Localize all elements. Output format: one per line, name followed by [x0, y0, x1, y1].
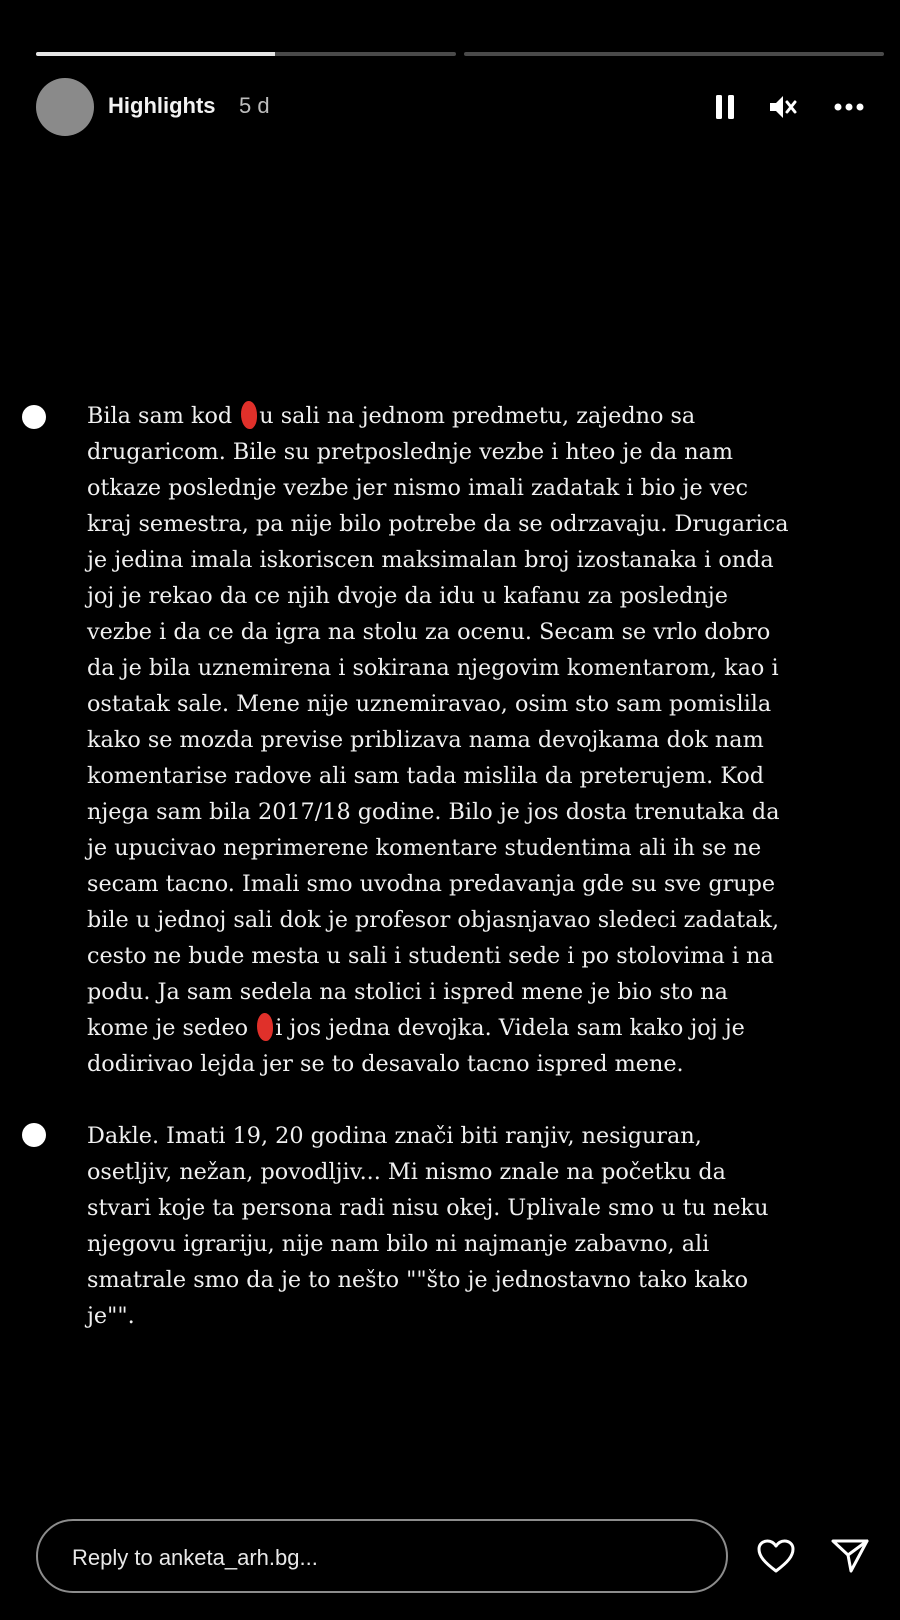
text-line: dodirivao lejda jer se to desavalo tacno ispred mene.: [87, 1051, 684, 1077]
progress-segment-1: [36, 52, 456, 56]
text-line: otkaze poslednje vezbe jer nismo imali zadatak i bio je vec: [87, 475, 749, 501]
text-line: kako se mozda previse priblizava nama devojkama dok nam: [87, 727, 764, 753]
story-paragraph-2: [87, 1118, 877, 1334]
text-line: Dakle. Imati 19, 20 godina znači biti ranjiv, nesiguran,: [87, 1123, 702, 1149]
reply-input[interactable]: [36, 1519, 728, 1593]
redaction-mark: [241, 401, 257, 429]
bullet-point-2: [22, 1123, 46, 1147]
avatar[interactable]: [36, 78, 94, 136]
mute-icon: [768, 93, 798, 121]
text-line: smatrale smo da je to nešto ""što je jednostavno tako kako: [87, 1267, 749, 1293]
text-line: je jedina imala iskoriscen maksimalan broj izostanaka i onda: [87, 547, 774, 573]
text-line: ostatak sale. Mene nije uznemiravao, osim sto sam pomislila: [87, 691, 772, 717]
text-line: Bila sam kod u sali na jednom predmetu, zajedno sa: [87, 403, 696, 429]
text-line: je upucivao neprimerene komentare studentima ali ih se ne: [87, 835, 762, 861]
heart-icon: [756, 1538, 796, 1574]
text-line: secam tacno. Imali smo uvodna predavanja gde su sve grupe: [87, 871, 776, 897]
text-line: kraj semestra, pa nije bilo potrebe da se odrzavaju. Drugarica: [87, 511, 789, 537]
text-line: kome je sedeo i jos jedna devojka. Videla sam kako joj je: [87, 1015, 745, 1041]
progress-fill-1: [36, 52, 275, 56]
pause-button[interactable]: [708, 90, 742, 124]
text-line: komentarise radove ali sam tada mislila da preterujem. Kod: [87, 763, 765, 789]
story-paragraph-1: [87, 398, 877, 1082]
text-line: vezbe i da ce da igra na stolu za ocenu. Secam se vrlo dobro: [87, 619, 771, 645]
more-icon: [833, 102, 865, 112]
text-line: njegovu igrariju, nije nam bilo ni najmanje zabavno, ali: [87, 1231, 710, 1257]
text-line: joj je rekao da ce njih dvoje da idu u kafanu za poslednje: [87, 583, 728, 609]
send-icon: [830, 1537, 870, 1575]
send-button[interactable]: [826, 1532, 874, 1580]
text-line: drugaricom. Bile su pretposlednje vezbe i hteo je da nam: [87, 439, 734, 465]
text-line: bile u jednoj sali dok je profesor objasnjavao sledeci zadatak,: [87, 907, 780, 933]
text-line: cesto ne bude mesta u sali i studenti sede i po stolovima i na: [87, 943, 774, 969]
pause-icon: [713, 93, 737, 121]
text-line: je"".: [87, 1303, 135, 1329]
text-line: njega sam bila 2017/18 godine. Bilo je jos dosta trenutaka da: [87, 799, 780, 825]
mute-button[interactable]: [766, 90, 800, 124]
story-progress: [36, 52, 884, 56]
bullet-point-1: [22, 405, 46, 429]
reply-placeholder: Reply to anketa_arh.bg...: [72, 1545, 318, 1570]
text-line: podu. Ja sam sedela na stolici i ispred mene je bio sto na: [87, 979, 728, 1005]
text-line: stvari koje ta persona radi nisu okej. Uplivale smo u tu neku: [87, 1195, 769, 1221]
story-title[interactable]: Highlights: [108, 93, 216, 118]
story-time: 5 d: [239, 93, 270, 118]
progress-segment-2: [464, 52, 884, 56]
text-line: osetljiv, nežan, povodljiv... Mi nismo znale na početku da: [87, 1159, 726, 1185]
text-line: da je bila uznemirena i sokirana njegovim komentarom, kao i: [87, 655, 779, 681]
more-options-button[interactable]: [832, 90, 866, 124]
like-button[interactable]: [752, 1532, 800, 1580]
redaction-mark: [257, 1013, 273, 1041]
story-header: [36, 78, 884, 136]
